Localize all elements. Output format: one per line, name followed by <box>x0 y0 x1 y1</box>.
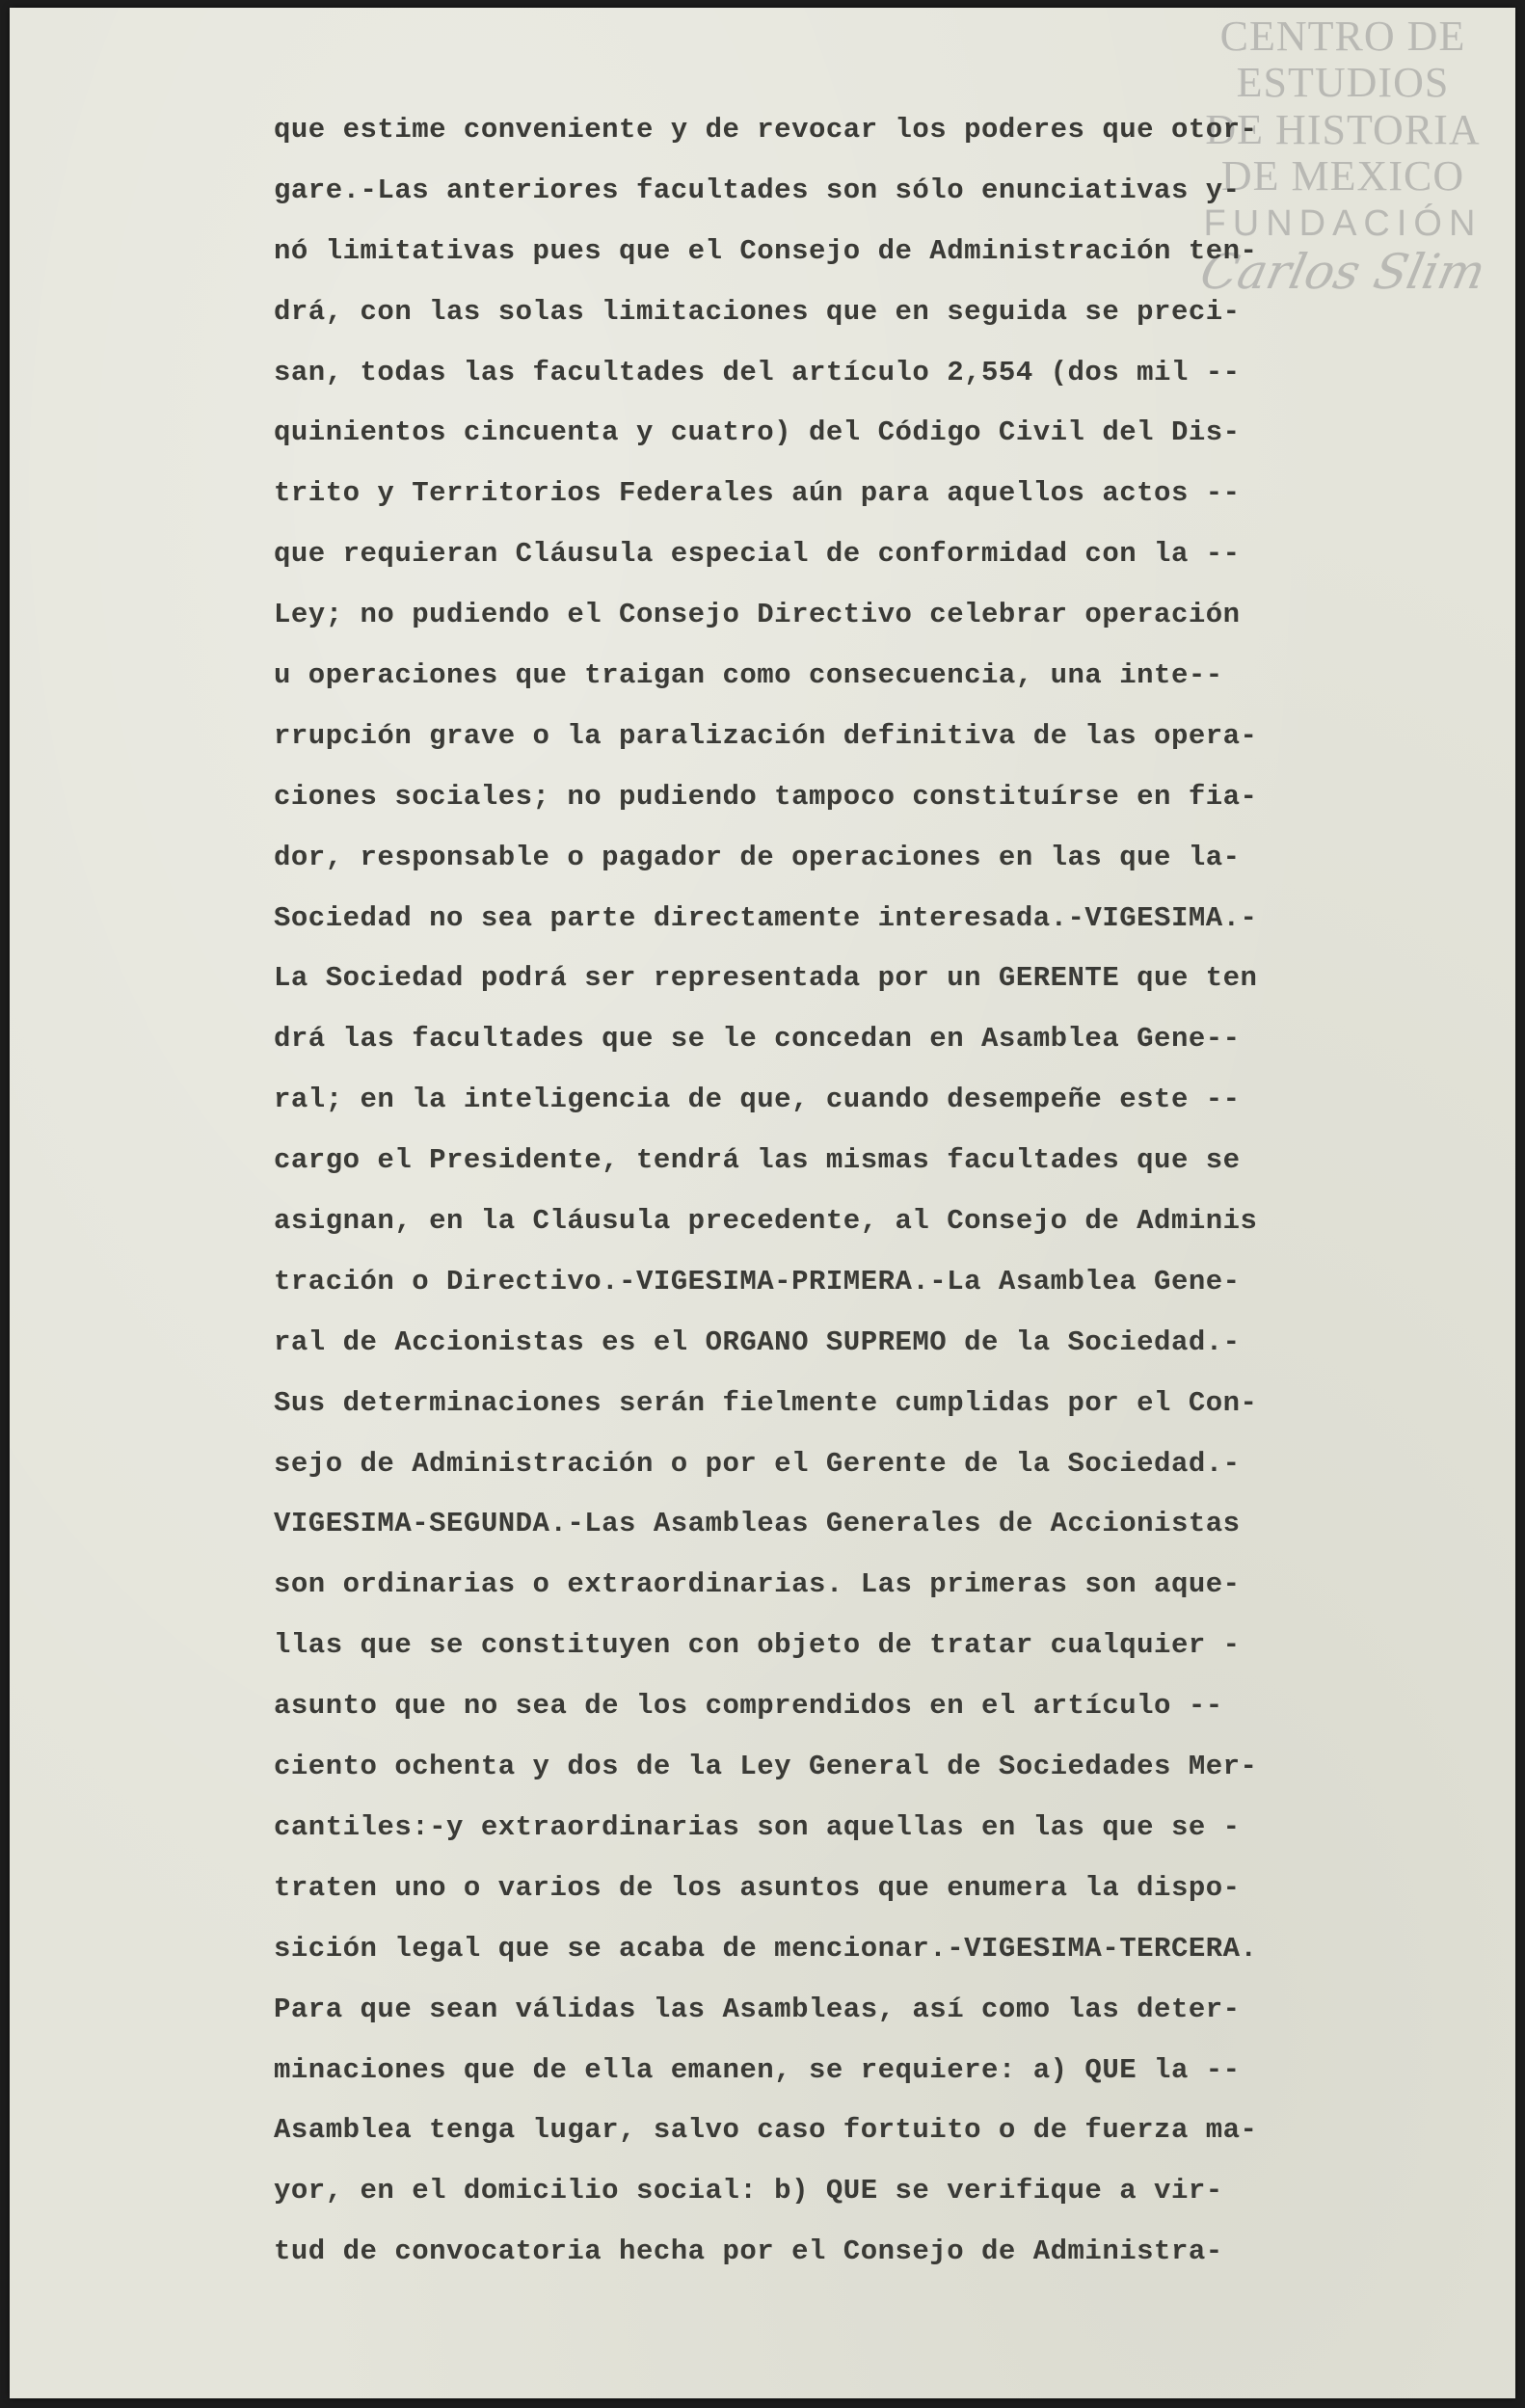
text-line: yor, en el domicilio social: b) QUE se verifique a vir- <box>274 2175 1223 2207</box>
text-line: La Sociedad podrá ser representada por un GERENTE que ten <box>274 962 1258 995</box>
text-line: u operaciones que traigan como consecuencia, una inte-- <box>274 659 1223 692</box>
text-line: ciento ochenta y dos de la Ley General de Sociedades Mer- <box>274 1751 1258 1783</box>
text-line: drá, con las solas limitaciones que en seguida se preci- <box>274 295 1241 328</box>
text-line: Ley; no pudiendo el Consejo Directivo celebrar operación <box>274 599 1241 631</box>
watermark-line-2: ESTUDIOS <box>1236 59 1450 107</box>
watermark-line-4: DE MEXICO <box>1220 152 1465 201</box>
text-line: traten uno o varios de los asuntos que enumera la dispo- <box>274 1871 1241 1904</box>
text-line: que estime conveniente y de revocar los poderes que otor- <box>274 114 1258 146</box>
text-line: nó limitativas pues que el Consejo de Administración ten- <box>274 234 1258 267</box>
text-line: VIGESIMA-SEGUNDA.-Las Asambleas Generales de Accionistas <box>274 1508 1241 1540</box>
typed-text-body <box>274 100 1315 2283</box>
text-line: ral; en la inteligencia de que, cuando desempeñe este -- <box>274 1084 1241 1116</box>
text-line: drá las facultades que se le concedan en Asamblea Gene-- <box>274 1023 1241 1056</box>
text-line: Asamblea tenga lugar, salvo caso fortuito o de fuerza ma- <box>274 2114 1258 2147</box>
text-line: que requieran Cláusula especial de conformidad con la -- <box>274 538 1241 571</box>
text-line: sejo de Administración o por el Gerente de la Sociedad.- <box>274 1447 1241 1480</box>
text-line: san, todas las facultades del artículo 2,554 (dos mil -- <box>274 356 1241 388</box>
watermark-line-1: CENTRO DE <box>1219 13 1466 60</box>
text-line: rrupción grave o la paralización definitiva de las opera- <box>274 719 1258 752</box>
watermark-foundation: FUNDACIÓN <box>1203 202 1483 244</box>
text-line: cargo el Presidente, tendrá las mismas facultades que se <box>274 1144 1241 1177</box>
text-line: Para que sean válidas las Asambleas, así como las deter- <box>274 1993 1241 2025</box>
document-page <box>10 8 1515 2398</box>
text-line: tud de convocatoria hecha por el Consejo de Administra- <box>274 2235 1223 2268</box>
watermark-line-3: DE HISTORIA <box>1205 105 1481 153</box>
text-line: gare.-Las anteriores facultades son sólo enunciativas y- <box>274 174 1241 206</box>
text-line: Sociedad no sea parte directamente interesada.-VIGESIMA.- <box>274 901 1258 934</box>
text-line: dor, responsable o pagador de operaciones en las que la- <box>274 841 1241 873</box>
watermark-signature: Carlos Slim <box>1195 244 1490 301</box>
text-line: cantiles:-y extraordinarias son aquellas en las que se - <box>274 1810 1241 1843</box>
text-line: llas que se constituyen con objeto de tratar cualquier - <box>274 1629 1241 1662</box>
text-line: Sus determinaciones serán fielmente cumplidas por el Con- <box>274 1386 1258 1419</box>
text-line: ral de Accionistas es el ORGANO SUPREMO de la Sociedad.- <box>274 1325 1241 1358</box>
text-line: asunto que no sea de los comprendidos en el artículo -- <box>274 1690 1223 1723</box>
text-line: son ordinarias o extraordinarias. Las primeras son aque- <box>274 1568 1241 1601</box>
text-line: quinientos cincuenta y cuatro) del Código Civil del Dis- <box>274 416 1241 449</box>
text-line: ciones sociales; no pudiendo tampoco constituírse en fia- <box>274 780 1258 813</box>
text-line: sición legal que se acaba de mencionar.-VIGESIMA-TERCERA. <box>274 1932 1258 1965</box>
text-line: minaciones que de ella emanen, se requiere: a) QUE la -- <box>274 2053 1241 2086</box>
text-line: asignan, en la Cláusula precedente, al Consejo de Adminis <box>274 1205 1258 1238</box>
text-line: tración o Directivo.-VIGESIMA-PRIMERA.-La Asamblea Gene- <box>274 1265 1241 1298</box>
text-line: trito y Territorios Federales aún para aquellos actos -- <box>274 477 1241 510</box>
